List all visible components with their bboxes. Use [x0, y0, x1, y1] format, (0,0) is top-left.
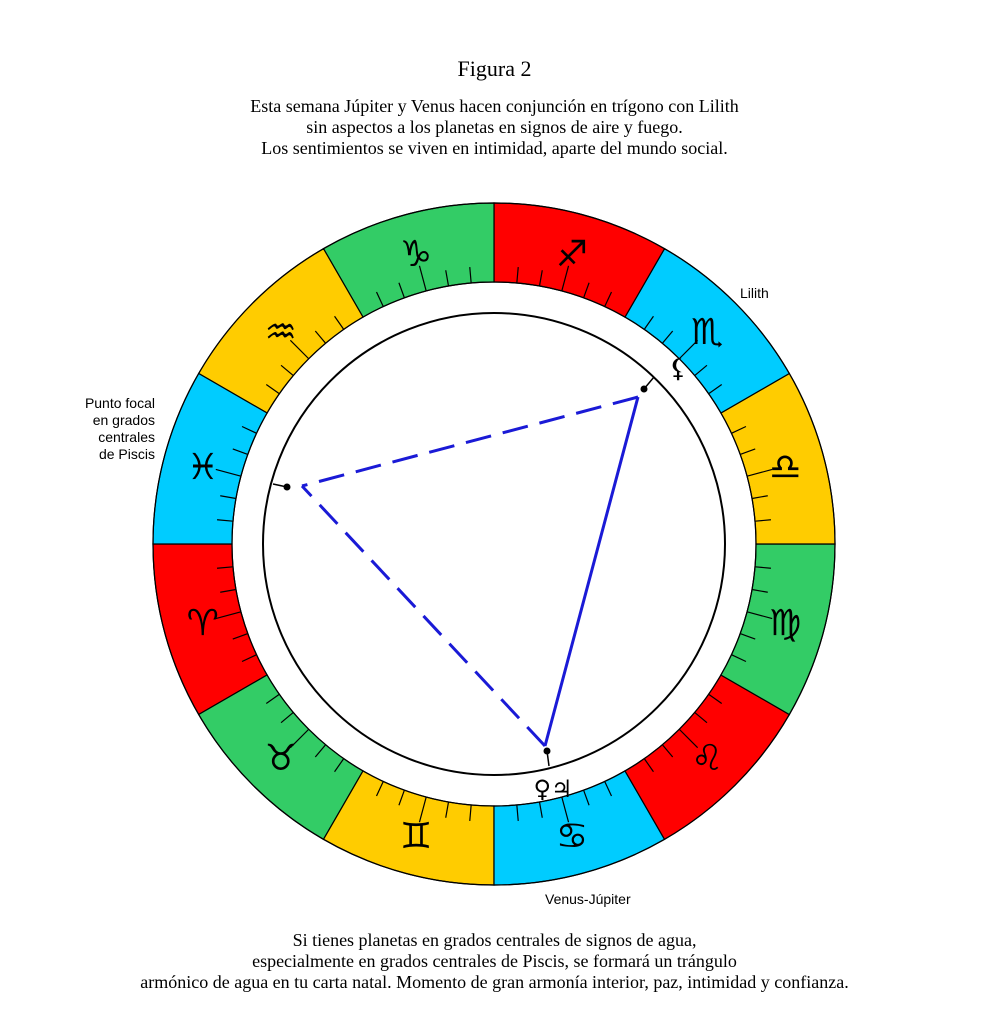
aquarius-icon: ♒︎ [264, 311, 297, 353]
intro-line: Esta semana Júpiter y Venus hacen conjunción en trígono con Lilith [250, 96, 739, 116]
lilith-glyph: ⚸ [668, 354, 688, 384]
scorpio-icon: ♏︎ [691, 311, 724, 353]
focal-label-line-4: de Piscis [98, 446, 155, 462]
venus-jupiter-point [544, 748, 551, 755]
inner-chart-circle [263, 313, 725, 775]
venus-jupiter-label: Venus-Júpiter [545, 891, 631, 907]
lilith-point [641, 386, 648, 393]
focal-label-line-2: en grados [92, 412, 155, 428]
intro-line: sin aspectos a los planetas en signos de aire y fuego. [306, 117, 683, 137]
leo-icon: ♌︎ [691, 738, 724, 780]
virgo-icon: ♍︎ [769, 603, 802, 645]
intro-line: Los sentimientos se viven en intimidad, aparte del mundo social. [261, 138, 728, 158]
cancer-icon: ♋︎ [555, 816, 589, 858]
figure-title: Figura 2 [457, 56, 532, 81]
libra-icon: ♎︎ [769, 446, 802, 488]
capricorn-icon: ♑︎ [399, 233, 433, 275]
aries-icon: ♈︎ [186, 603, 219, 645]
pisces-point [284, 484, 291, 491]
focal-label-line-1: Punto focal [84, 395, 155, 411]
venus-jupiter-glyph: ♀♃ [533, 775, 573, 803]
pisces-icon: ♓︎ [186, 446, 219, 488]
lilith-label: Lilith [740, 285, 769, 301]
outro-line: especialmente en grados centrales de Piscis, se formará un trángulo [252, 951, 737, 971]
outro-text [0, 930, 989, 993]
sagittarius-icon: ♐︎ [555, 233, 589, 275]
outro-line: armónico de agua en tu carta natal. Momento de gran armonía interior, paz, intimidad y confianza. [140, 972, 849, 992]
focal-label-line-3: centrales [98, 429, 155, 445]
taurus-icon: ♉︎ [264, 738, 297, 780]
gemini-icon: ♊︎ [399, 816, 433, 858]
outro-line: Si tienes planetas en grados centrales de signos de agua, [292, 930, 697, 950]
